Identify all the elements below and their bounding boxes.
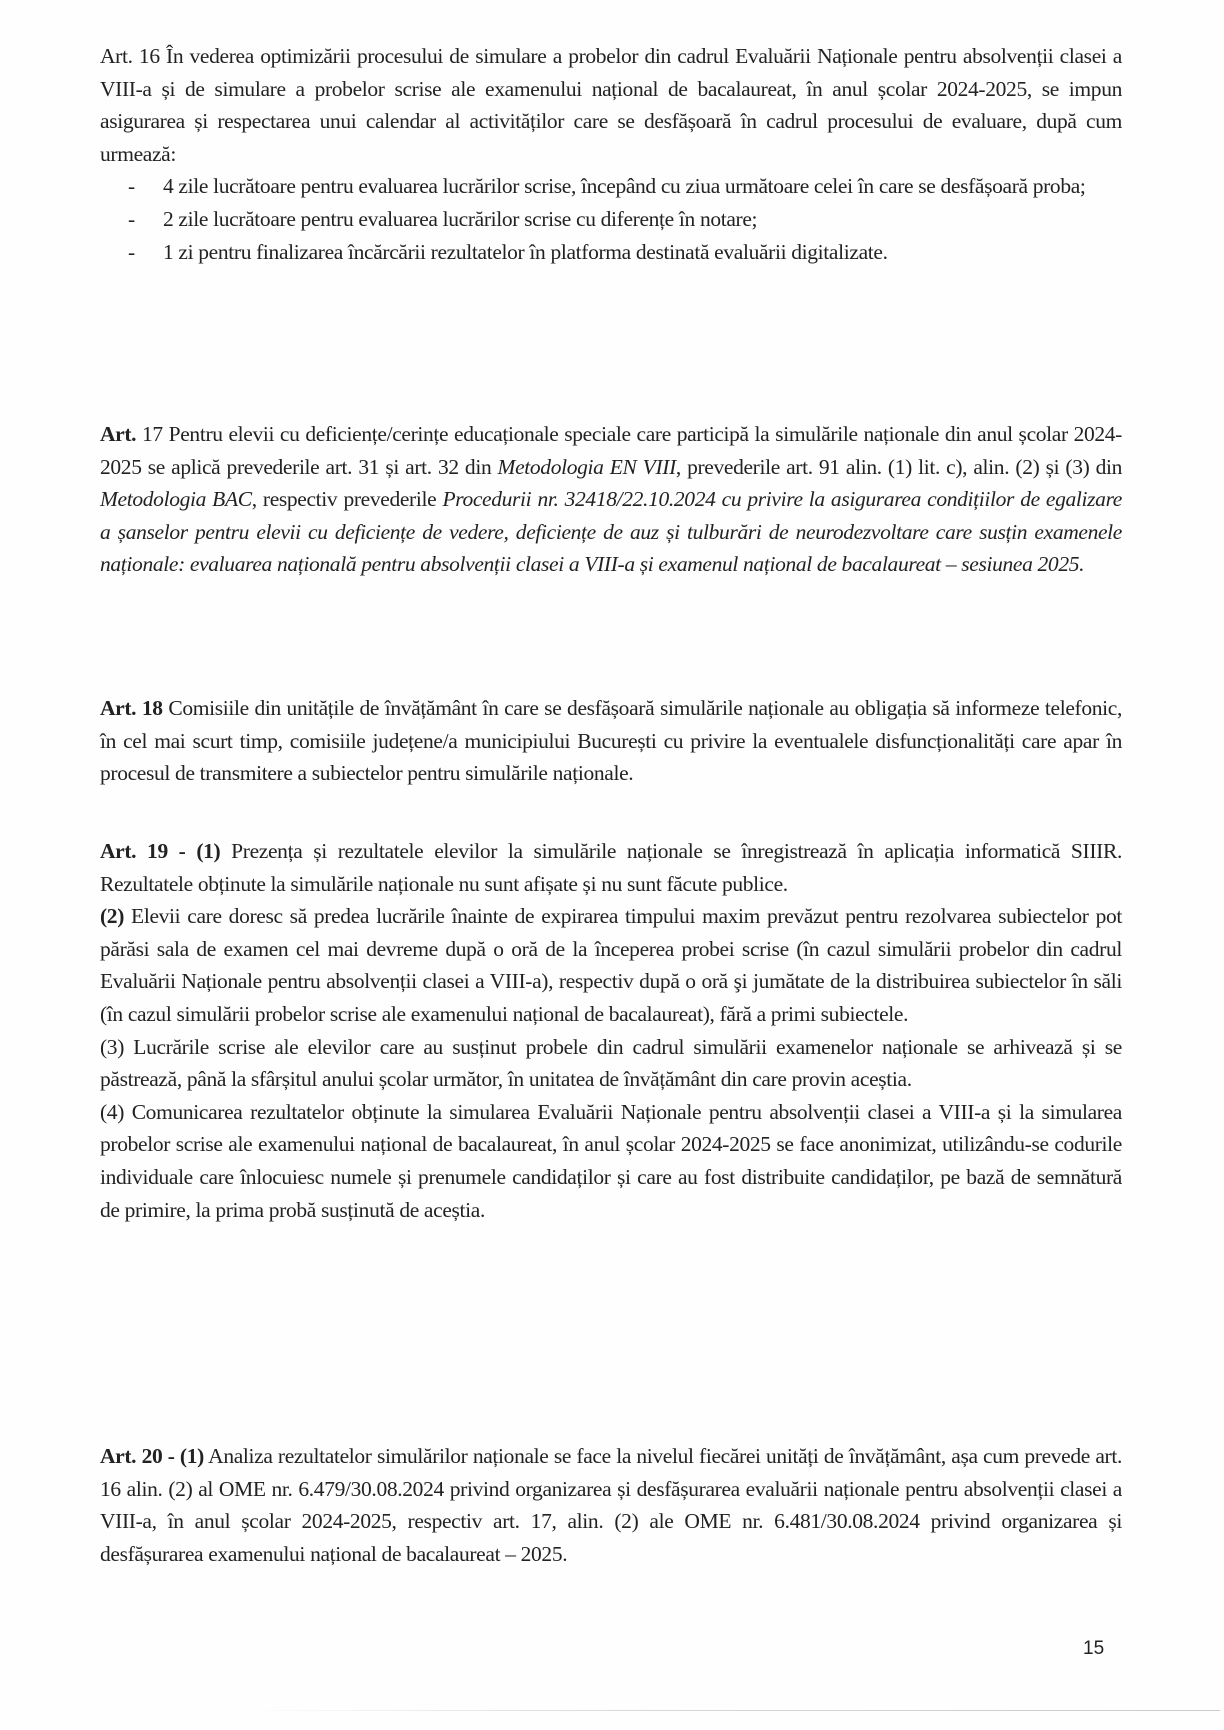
article-19-paragraph-3: (3) Lucrările scrise ale elevilor care au susținut probele din cadrul simulării examenelor naționale se arhivează și se păstrează, până la sfârșitul anului școlar următor, în unitatea de învățământ din care provin aceștia. (100, 1034, 1122, 1092)
article-17-label: Art. (100, 422, 137, 446)
reference-metodologia-bac: Metodologia BAC (100, 487, 252, 512)
dash-bullet-icon: - (128, 206, 135, 231)
dash-bullet-icon: - (128, 239, 135, 264)
dash-bullet-icon: - (128, 174, 135, 199)
list-item: - 4 zile lucrătoare pentru evaluarea lucrărilor scrise, începând cu ziua următoare celei în care se desfășoară proba; (100, 170, 1122, 203)
article-16 (100, 40, 1122, 268)
article-18-label: Art. 18 (100, 696, 163, 720)
article-20-label: Art. 20 - (1) (100, 1444, 204, 1468)
scan-edge-divider (240, 1710, 1220, 1711)
list-item: - 2 zile lucrătoare pentru evaluarea lucrărilor scrise cu diferențe în notare; (100, 203, 1122, 236)
article-19-paragraph-1: Art. 19 - (1) Prezența și rezultatele elevilor la simulările naționale se înregistrează în aplicația informatică SIIIR. Rezultatele obținute la simulările naționale nu sunt afișate și nu sunt făcute publice. (100, 839, 1122, 896)
article-19-label: Art. 19 - (1) (100, 839, 221, 863)
article-17: Art. 17 Pentru elevii cu deficiențe/cerințe educaționale speciale care participă la simulările naționale din anul școlar 2024-2025 se aplică prevederile art. 31 și art. 32 din Metodologia EN VIII, prevederile art. 91 alin. (1) lit. c), alin. (2) și (3) din Metodologia BAC, respectiv prevederile Procedurii nr. 32418/22.10.2024 cu privire la asigurarea condițiilor de egalizare a șanselor pentru elevii cu deficiențe de vedere, deficiențe de auz și tulburări de neurodezvoltare care susțin examenele naționale: evaluarea națională pentru absolvenții clasei a VIII-a și examenul național de bacalaureat – sesiunea 2025. (100, 422, 1123, 577)
list-item: - 1 zi pentru finalizarea încărcării rezultatelor în platforma destinată evaluării digitalizate. (100, 236, 1122, 269)
article-19-paragraph-4: (4) Comunicarea rezultatelor obținute la simularea Evaluării Naționale pentru absolvenții clasei a VIII-a și la simularea probelor scrise ale examenului național de bacalaureat, în anul școlar 2024-2025 se face anonimizat, utilizându-se codurile individuale care înlocuiesc numele și prenumele candidaților și care au fost distribuite candidaților, pe bază de semnătură de primire, la prima probă susținută de aceștia. (100, 1099, 1122, 1222)
reference-metodologia-en: Metodologia EN VIII (497, 454, 676, 479)
reference-procedura: Procedurii nr. 32418/22.10.2024 cu privire la asigurarea condițiilor de egalizare a șanselor pentru elevii cu deficiențe de vedere, deficiențe de auz și tulburări de neurodezvoltare care susțin examenele naționale: evaluarea națională pentru absolvenții clasei a VIII-a și examenul național de bacalaureat – sesiunea 2025. (100, 487, 1122, 577)
article-16-list (100, 170, 1122, 268)
article-20: Art. 20 - (1) Analiza rezultatelor simulărilor naționale se face la nivelul fiecărei unități de învățământ, așa cum prevede art. 16 alin. (2) al OME nr. 6.479/30.08.2024 privind organizarea și desfășurarea evaluării naționale pentru absolvenții clasei a VIII-a, în anul școlar 2024-2025, respectiv art. 17, alin. (2) ale OME nr. 6.481/30.08.2024 privind organizarea și desfășurarea examenului național de bacalaureat – 2025. (100, 1444, 1122, 1566)
article-16-label: Art. 16 (100, 44, 160, 68)
article-19-paragraph-2: (2) Elevii care doresc să predea lucrările înainte de expirarea timpului maxim prevăzut pentru rezolvarea subiectelor pot părăsi sala de examen cel mai devreme după o oră de la începerea probei scrise (în cazul simulării probelor din cadrul Evaluării Naționale pentru absolvenții clasei a VIII-a), respectiv după o oră şi jumătate de la distribuirea subiectelor în săli (în cazul simulării probelor scrise ale examenului național de bacalaureat), fără a primi subiectele. (100, 904, 1122, 1026)
article-18: Art. 18 Comisiile din unitățile de învățământ în care se desfășoară simulările naționale au obligația să informeze telefonic, în cel mai scurt timp, comisiile județene/a municipiului București cu privire la eventualele disfuncționalități care apar în procesul de transmitere a subiectelor pentru simulările naționale. (100, 696, 1123, 786)
article-19 (100, 835, 1122, 1226)
page-number: 15 (1083, 1638, 1105, 1659)
article-16-intro: Art. 16 În vederea optimizării procesului de simulare a probelor din cadrul Evaluării Naționale pentru absolvenții clasei a VIII-a și de simulare a probelor scrise ale examenului național de bacalaureat, în anul școlar 2024-2025, se impun asigurarea și respectarea unui calendar al activităților care se desfășoară în cadrul procesului de evaluare, după cum urmează: (100, 44, 1123, 166)
